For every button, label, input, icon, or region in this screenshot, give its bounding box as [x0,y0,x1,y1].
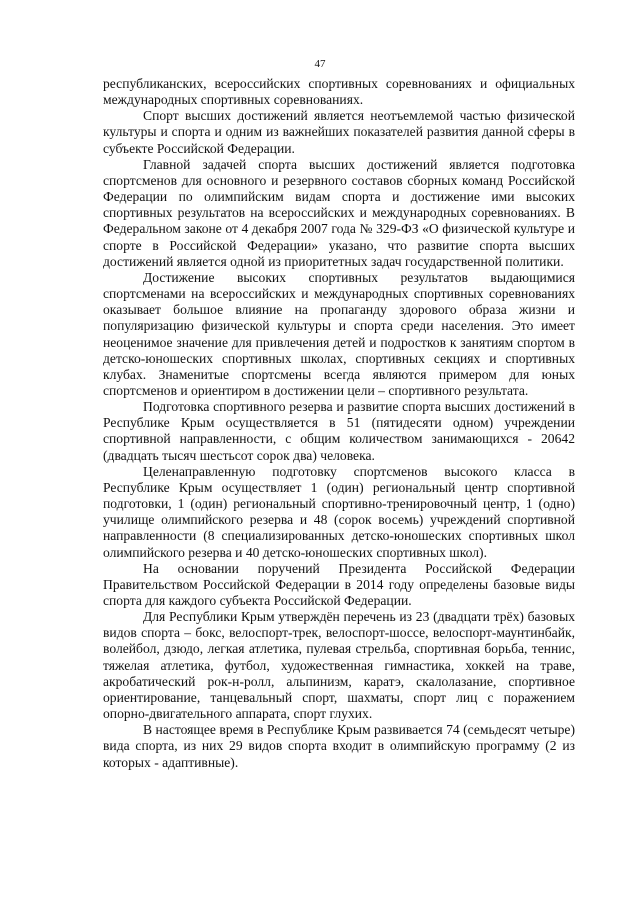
paragraph: Спорт высших достижений является неотъемлемой частью физической культуры и спорта и одним из важнейших показателей развития данной сферы в субъекте Российской Федерации. [103,108,575,156]
paragraph: Подготовка спортивного резерва и развитие спорта высших достижений в Республике Крым осуществляется в 51 (пятидесяти одном) учреждении спортивной направленности, с общим количеством занимающихся - 20642 (двадцать тысяч шестьсот сорок два) человека. [103,399,575,463]
page-number: 47 [314,58,326,70]
paragraph: Для Республики Крым утверждён перечень из 23 (двадцати трёх) базовых видов спорта – бокс, велоспорт-трек, велоспорт-шоссе, велоспорт-маунтинбайк, волейбол, дзюдо, легкая атлетика, пулевая стрельба, спортивная борьба, теннис, тяжелая атлетика, футбол, художественная гимнастика, хоккей на траве, акробатический рок-н-ролл, альпинизм, каратэ, скалолазание, спортивное ориентирование, танцевальный спорт, шахматы, спорт лиц с поражением опорно-двигательного аппарата, спорт глухих. [103,609,575,722]
paragraph: На основании поручений Президента Российской Федерации Правительством Российской Федерации в 2014 году определены базовые виды спорта для каждого субъекта Российской Федерации. [103,560,575,608]
paragraph: Главной задачей спорта высших достижений является подготовка спортсменов для основного и резервного составов сборных команд Российской Федерации по олимпийским видам спорта и достижение ими высоких спортивных результатов на всероссийских и международных соревнованиях. В Федеральном законе от 4 декабря 2007 года № 329-ФЗ «О физической культуре и спорте в Российской Федерации» указано, что развитие спорта высших достижений является одной из приоритетных задач государственной политики. [103,156,575,269]
paragraph: Целенаправленную подготовку спортсменов высокого класса в Республике Крым осуществляет 1 (один) региональный центр спортивной подготовки, 1 (один) региональный спортивно-тренировочный центр, 1 (одно) училище олимпийского резерва и 48 (сорок восемь) учреждений спортивной направленности (8 специализированных детско-юношеских спортивных школ олимпийского резерва и 40 детско-юношеских спортивных школ). [103,463,575,560]
paragraph: Достижение высоких спортивных результатов выдающимися спортсменами на всероссийских и международных спортивных соревнованиях оказывает большое влияние на пропаганду здорового образа жизни и популяризацию физической культуры и спорта среди населения. Это имеет неоценимое значение для привлечения детей и подростков к занятиям спортом в детско-юношеских спортивных школах, спортивных секциях и спортивных клубах. Знаменитые спортсмены всегда являются примером для юных спортсменов и ориентиром в достижении цели – спортивного результата. [103,269,575,398]
document-body [103,76,575,771]
paragraph-continuation: республиканских, всероссийских спортивных соревнованиях и официальных международных спортивных соревнованиях. [103,76,575,108]
paragraph: В настоящее время в Республике Крым развивается 74 (семьдесят четыре) вида спорта, из них 29 видов спорта входит в олимпийскую программу (2 из которых - адаптивные). [103,722,575,770]
